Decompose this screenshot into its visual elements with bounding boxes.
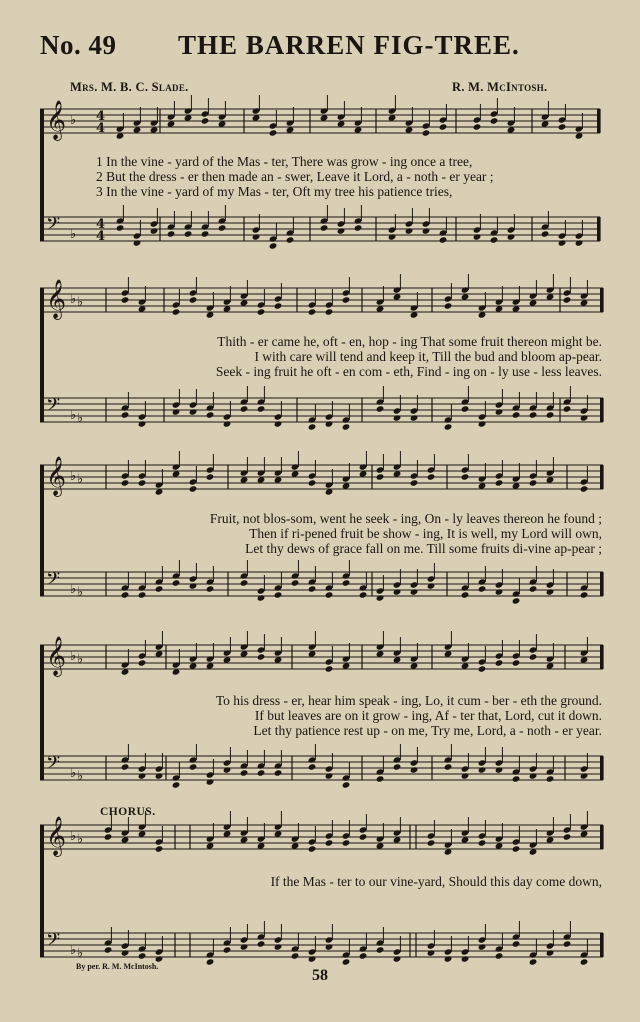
note-head bbox=[138, 591, 147, 598]
note-head bbox=[121, 479, 130, 486]
note-head bbox=[308, 479, 317, 486]
system-3-verse-2: Then if ri-pened fruit be show - ing, It is well, my Lord will own, bbox=[249, 526, 602, 541]
bass-clef: 𝄢 bbox=[46, 753, 61, 778]
note-head bbox=[167, 230, 176, 237]
note-head bbox=[325, 665, 334, 672]
note-head bbox=[359, 591, 368, 598]
note-head bbox=[274, 420, 283, 427]
note-head bbox=[189, 763, 198, 770]
note-head bbox=[376, 946, 385, 953]
note-head bbox=[308, 308, 317, 315]
note-head bbox=[269, 242, 278, 249]
note-head bbox=[410, 588, 419, 595]
note-head bbox=[461, 955, 470, 962]
note-head bbox=[512, 845, 521, 852]
note-head bbox=[376, 775, 385, 782]
treble-clef: 𝄞 bbox=[46, 816, 67, 856]
note-head bbox=[257, 769, 266, 776]
hymn-number: No. 49 bbox=[40, 30, 117, 60]
note-head bbox=[308, 585, 317, 592]
note-head bbox=[121, 296, 130, 303]
system-4-verse-1: To his dress - er, hear him speak - ing, Lo, it cum - ber - eth the ground. bbox=[215, 693, 602, 708]
note-head bbox=[444, 955, 453, 962]
note-head bbox=[138, 479, 147, 486]
final-barline bbox=[600, 825, 603, 849]
flat-sign: ♭ bbox=[77, 769, 84, 784]
note-head bbox=[291, 579, 300, 586]
flat-sign: ♭ bbox=[77, 946, 84, 961]
note-head bbox=[461, 405, 470, 412]
note-head bbox=[325, 839, 334, 846]
note-head bbox=[121, 949, 130, 956]
note-head bbox=[563, 405, 572, 412]
note-head bbox=[337, 227, 346, 234]
note-head bbox=[529, 411, 538, 418]
note-head bbox=[138, 420, 147, 427]
note-head bbox=[155, 585, 164, 592]
note-head bbox=[427, 839, 436, 846]
note-head bbox=[121, 591, 130, 598]
note-head bbox=[563, 296, 572, 303]
note-head bbox=[354, 224, 363, 231]
final-barline bbox=[600, 933, 603, 957]
note-head bbox=[444, 423, 453, 430]
time-signature: 4 bbox=[96, 121, 106, 136]
flat-sign: ♭ bbox=[70, 943, 77, 958]
note-head bbox=[240, 943, 249, 950]
note-head bbox=[206, 958, 215, 965]
final-barline bbox=[600, 398, 603, 422]
final-barline bbox=[597, 109, 600, 133]
note-head bbox=[342, 579, 351, 586]
note-head bbox=[274, 769, 283, 776]
note-head bbox=[512, 659, 521, 666]
system-4-verse-3: Let thy patience rest up - on me, Try me, Lord, a - noth - er year. bbox=[253, 723, 602, 738]
note-head bbox=[104, 946, 113, 953]
note-head bbox=[206, 473, 215, 480]
flat-sign: ♭ bbox=[77, 832, 84, 847]
time-signature: 4 bbox=[96, 109, 106, 124]
note-head bbox=[291, 952, 300, 959]
note-head bbox=[405, 227, 414, 234]
note-head bbox=[320, 224, 329, 231]
note-head bbox=[427, 473, 436, 480]
note-head bbox=[172, 781, 181, 788]
note-head bbox=[473, 233, 482, 240]
note-head bbox=[308, 763, 317, 770]
note-head bbox=[439, 123, 448, 130]
composer-credit: R. M. McIntosh. bbox=[452, 80, 548, 94]
note-head bbox=[138, 952, 147, 959]
note-head bbox=[206, 585, 215, 592]
note-head bbox=[478, 420, 487, 427]
note-head bbox=[422, 129, 431, 136]
note-head bbox=[558, 239, 567, 246]
note-head bbox=[252, 233, 261, 240]
bass-clef: 𝄢 bbox=[46, 395, 61, 420]
note-head bbox=[342, 781, 351, 788]
note-head bbox=[138, 659, 147, 666]
note-head bbox=[529, 653, 538, 660]
note-head bbox=[325, 943, 334, 950]
note-head bbox=[580, 772, 589, 779]
note-head bbox=[308, 423, 317, 430]
flat-sign: ♭ bbox=[70, 408, 77, 423]
note-head bbox=[580, 485, 589, 492]
note-head bbox=[138, 772, 147, 779]
note-head bbox=[189, 582, 198, 589]
note-head bbox=[478, 585, 487, 592]
note-head bbox=[529, 585, 538, 592]
system-bracket bbox=[40, 465, 44, 596]
note-head bbox=[342, 958, 351, 965]
note-head bbox=[580, 591, 589, 598]
note-head bbox=[563, 940, 572, 947]
note-head bbox=[507, 233, 516, 240]
bass-clef: 𝄢 bbox=[46, 930, 61, 955]
note-head bbox=[427, 582, 436, 589]
system-1-verse-1: 1 In the vine - yard of the Mas - ter, There was grow - ing once a tree, bbox=[96, 154, 473, 169]
note-head bbox=[223, 766, 232, 773]
note-head bbox=[388, 233, 397, 240]
note-head bbox=[274, 302, 283, 309]
system-bracket bbox=[40, 288, 44, 422]
system-2-verse-3: Seek - ing fruit he oft - en com - eth, Find - ing on - ly use - less leaves. bbox=[215, 364, 602, 379]
flat-sign: ♭ bbox=[77, 472, 84, 487]
note-head bbox=[240, 579, 249, 586]
note-head bbox=[274, 943, 283, 950]
flat-sign: ♭ bbox=[70, 227, 77, 242]
note-head bbox=[359, 833, 368, 840]
note-head bbox=[257, 940, 266, 947]
note-head bbox=[473, 123, 482, 130]
note-head bbox=[529, 772, 538, 779]
note-head bbox=[121, 411, 130, 418]
chorus-verse: If the Mas - ter to our vine-yard, Should this day come down, bbox=[270, 874, 602, 889]
flat-sign: ♭ bbox=[77, 585, 84, 600]
system-2-verse-1: Thith - er came he, oft - en, hop - ing That some fruit thereon might be. bbox=[217, 334, 602, 349]
flat-sign: ♭ bbox=[70, 829, 77, 844]
system-3-verse-3: Let thy dews of grace fall on me. Till some fruits di-vine ap-pear ; bbox=[245, 541, 602, 556]
note-head bbox=[359, 952, 368, 959]
time-signature: 4 bbox=[96, 229, 106, 244]
note-head bbox=[495, 766, 504, 773]
note-head bbox=[529, 958, 538, 965]
note-head bbox=[444, 763, 453, 770]
flat-sign: ♭ bbox=[77, 295, 84, 310]
note-head bbox=[172, 308, 181, 315]
lyricist-credit: Mrs. M. B. C. Slade. bbox=[70, 80, 189, 94]
note-head bbox=[116, 224, 125, 231]
note-head bbox=[269, 129, 278, 136]
note-head bbox=[133, 239, 142, 246]
note-head bbox=[286, 236, 295, 243]
note-head bbox=[325, 308, 334, 315]
note-head bbox=[427, 949, 436, 956]
final-barline bbox=[600, 465, 603, 489]
note-head bbox=[104, 833, 113, 840]
note-head bbox=[580, 414, 589, 421]
note-head bbox=[490, 236, 499, 243]
flat-sign: ♭ bbox=[70, 113, 77, 128]
note-head bbox=[563, 833, 572, 840]
note-head bbox=[172, 408, 181, 415]
chorus-label: CHORUS. bbox=[100, 806, 156, 818]
note-head bbox=[393, 588, 402, 595]
note-head bbox=[342, 839, 351, 846]
note-head bbox=[546, 588, 555, 595]
note-head bbox=[546, 411, 555, 418]
note-head bbox=[478, 766, 487, 773]
note-head bbox=[546, 775, 555, 782]
note-head bbox=[150, 227, 159, 234]
note-head bbox=[257, 405, 266, 412]
flat-sign: ♭ bbox=[70, 582, 77, 597]
page-number: 58 bbox=[312, 967, 328, 984]
note-head bbox=[325, 591, 334, 598]
time-signature: 4 bbox=[96, 217, 106, 232]
hymn-title: THE BARREN FIG-TREE. bbox=[178, 30, 520, 60]
note-head bbox=[580, 958, 589, 965]
system-1-verse-3: 3 In the vine - yard of my Mas - ter, Oft my tree his patience tries, bbox=[96, 184, 453, 199]
note-head bbox=[546, 949, 555, 956]
note-head bbox=[490, 117, 499, 124]
note-head bbox=[201, 117, 210, 124]
flat-sign: ♭ bbox=[77, 411, 84, 426]
system-bracket bbox=[40, 109, 44, 241]
note-head bbox=[575, 239, 584, 246]
note-head bbox=[376, 405, 385, 412]
note-head bbox=[512, 411, 521, 418]
note-head bbox=[461, 772, 470, 779]
note-head bbox=[240, 769, 249, 776]
note-head bbox=[495, 659, 504, 666]
final-barline bbox=[600, 645, 603, 669]
note-head bbox=[189, 296, 198, 303]
note-head bbox=[206, 411, 215, 418]
treble-clef: 𝄞 bbox=[46, 636, 67, 676]
note-head bbox=[512, 940, 521, 947]
note-head bbox=[410, 766, 419, 773]
note-head bbox=[541, 230, 550, 237]
note-head bbox=[342, 423, 351, 430]
treble-clef: 𝄞 bbox=[46, 100, 67, 140]
note-head bbox=[478, 943, 487, 950]
flat-sign: ♭ bbox=[70, 292, 77, 307]
note-head bbox=[393, 414, 402, 421]
treble-clef: 𝄞 bbox=[46, 456, 67, 496]
note-head bbox=[376, 473, 385, 480]
note-head bbox=[495, 479, 504, 486]
note-head bbox=[439, 236, 448, 243]
note-head bbox=[376, 594, 385, 601]
note-head bbox=[201, 230, 210, 237]
system-2-verse-2: I with care will tend and keep it, Till the bud and bloom ap-pear. bbox=[254, 349, 602, 364]
note-head bbox=[461, 591, 470, 598]
note-head bbox=[558, 123, 567, 130]
note-head bbox=[422, 227, 431, 234]
note-head bbox=[478, 665, 487, 672]
note-head bbox=[410, 414, 419, 421]
note-head bbox=[257, 653, 266, 660]
system-1-verse-2: 2 But the dress - er then made an - swer, Leave it Lord, a - noth - er year ; bbox=[96, 169, 494, 184]
flat-sign: ♭ bbox=[77, 652, 84, 667]
note-head bbox=[155, 845, 164, 852]
permission-note: By per. R. M. McIntosh. bbox=[76, 962, 159, 971]
note-head bbox=[206, 778, 215, 785]
treble-clef: 𝄞 bbox=[46, 279, 67, 319]
system-bracket bbox=[40, 645, 44, 780]
note-head bbox=[512, 775, 521, 782]
flat-sign: ♭ bbox=[70, 649, 77, 664]
system-bracket bbox=[40, 825, 44, 957]
note-head bbox=[461, 473, 470, 480]
note-head bbox=[410, 479, 419, 486]
bass-clef: 𝄢 bbox=[46, 214, 61, 239]
note-head bbox=[189, 485, 198, 492]
note-head bbox=[218, 224, 227, 231]
note-head bbox=[325, 772, 334, 779]
final-barline bbox=[597, 217, 600, 241]
note-head bbox=[325, 420, 334, 427]
note-head bbox=[495, 952, 504, 959]
system-4-verse-2: If but leaves are on it grow - ing, Af - ter that, Lord, cut it down. bbox=[254, 708, 602, 723]
system-3-verse-1: Fruit, not blos-som, went he seek - ing, On - ly leaves thereon he found ; bbox=[209, 511, 602, 526]
note-head bbox=[478, 839, 487, 846]
note-head bbox=[495, 408, 504, 415]
note-head bbox=[393, 763, 402, 770]
note-head bbox=[172, 579, 181, 586]
note-head bbox=[257, 594, 266, 601]
note-head bbox=[393, 955, 402, 962]
bass-clef: 𝄢 bbox=[46, 569, 61, 594]
note-head bbox=[512, 597, 521, 604]
note-head bbox=[495, 588, 504, 595]
note-head bbox=[240, 405, 249, 412]
note-head bbox=[184, 230, 193, 237]
note-head bbox=[308, 955, 317, 962]
final-barline bbox=[600, 756, 603, 780]
note-head bbox=[223, 420, 232, 427]
note-head bbox=[529, 479, 538, 486]
note-head bbox=[274, 591, 283, 598]
note-head bbox=[308, 845, 317, 852]
note-head bbox=[121, 763, 130, 770]
note-head bbox=[189, 408, 198, 415]
final-barline bbox=[600, 288, 603, 312]
note-head bbox=[342, 296, 351, 303]
note-head bbox=[444, 302, 453, 309]
flat-sign: ♭ bbox=[70, 469, 77, 484]
note-head bbox=[223, 946, 232, 953]
flat-sign: ♭ bbox=[70, 766, 77, 781]
note-head bbox=[155, 772, 164, 779]
final-barline bbox=[600, 572, 603, 596]
note-head bbox=[257, 308, 266, 315]
